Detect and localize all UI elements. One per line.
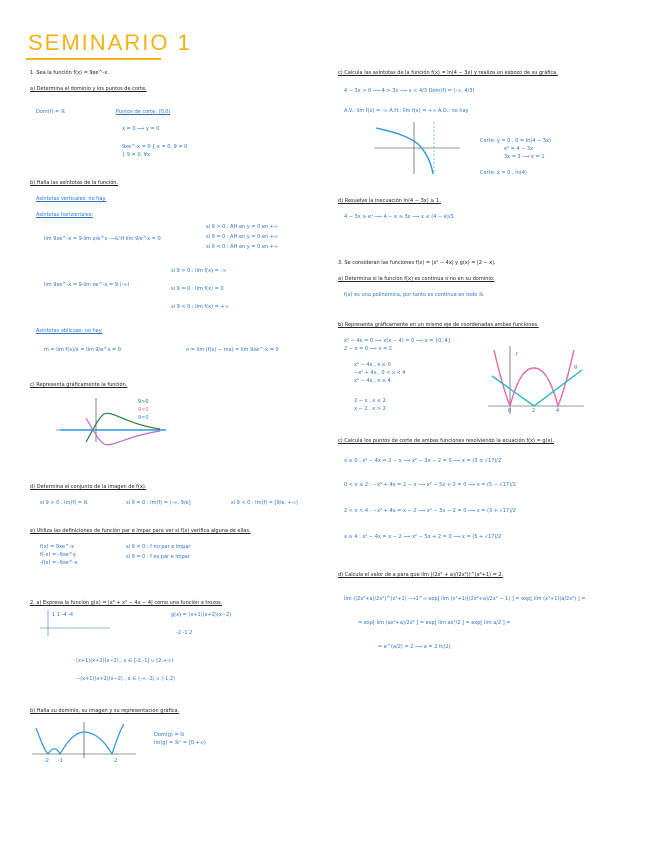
piece-1: (x+1)(x+2)(x−2) , x ∈ [-2,-1] ∪ [2,+∞) — [76, 658, 174, 664]
log-domain: 4 − 3x > 0 ⟹ 4 > 3x ⟹ x < 4/3 Dom(f) = (-∞, 4/3) — [344, 88, 475, 94]
intersection-case-4: x ≥ 4 : x² − 4x = x − 2 ⟹ x² − 5x + 2 = 0 ⟹ x = (5 + √17)/2 — [344, 534, 502, 540]
piece-2: −(x+1)(x+2)(x−2) , x ∈ (-∞,-2) ∪ (-1,2) — [76, 676, 176, 682]
domain-result: Dom(f) = ℝ — [36, 109, 65, 115]
parity-line-2: f(-x) = -9xe^x — [40, 552, 76, 558]
problem-3c-statement: c) Calcula los puntos de corte de ambas funciones resolviendo la ecuación f(x) = g(x). — [338, 438, 554, 444]
horizontal-case-3: si 9 < 0 : AH en y = 0 en +∞ — [206, 244, 279, 250]
factorized-form: g(x) = (x+1)(x+2)(x−2) — [171, 612, 232, 618]
vertical-asymptotes: Asíntotas verticales: no hay. — [36, 196, 107, 202]
graph-2b — [32, 722, 142, 762]
problem-2a-statement: 2. a) Expresa la función g(x) = |x³ + x² − 4x − 4| como una función a trozos. — [30, 600, 223, 606]
problem-3d-statement: d) Calcula el valor de a para que lím ((2x² + a)/(2x²))^(x⁴+1) = 2. — [338, 572, 504, 578]
oblique-slope: m = lím f(x)/x = lím 9/e^x = 0 — [44, 347, 121, 353]
ruffini-coefficients: 1 1 -4 -4 — [52, 612, 74, 618]
roots-g: 2 − x = 0 ⟹ x = 2 — [344, 346, 392, 352]
page-title: SEMINARIO 1 — [28, 30, 192, 55]
problem-1e-statement: e) Utiliza las definiciones de función par e impar para ver si f(x) verifica alguna de ellas. — [30, 528, 251, 534]
cut-line-2: 9xe^-x = 0 { x = 0, 9 ≠ 0 — [122, 144, 188, 150]
problem-1-statement: 1. Sea la función f(x) = 9xe^-x. — [30, 70, 109, 76]
graph-log-curve — [376, 128, 433, 174]
continuity-result: f(x) es una polinómica, por tanto es continua en todo ℝ. — [344, 292, 485, 298]
g-piece-1: 2 − x , x ≤ 2 — [354, 398, 386, 404]
g-piece-2: x − 2 , x > 2 — [354, 406, 386, 412]
parity-line-1: f(x) = 9xe^-x — [40, 544, 75, 550]
sign-roots: -2 -1 2 — [176, 630, 193, 636]
graph-3b-label-g: g — [574, 364, 578, 370]
legend-zero: 9=0 — [138, 415, 149, 421]
image-case-1: si 9 > 0 : Im(f) = ℝ — [40, 500, 88, 506]
legend-positive: 9>0 — [138, 399, 149, 405]
limit-step-3: = e^(a/2) = 2 ⟹ a = 2 ln(2) — [378, 644, 451, 650]
horizontal-case-2: si 9 = 0 : AH en y = 0 en +∞ — [206, 234, 279, 240]
log-cut-1: Corte: y = 0 , 0 = ln(4 − 3x) — [480, 138, 551, 144]
title-underline — [26, 58, 161, 60]
graph-3b-tick-0: 0 — [508, 408, 512, 414]
image-case-3: si 9 < 0 : Im(f) = [9/e, +∞) — [231, 500, 298, 506]
limit-step-2: = exp[ lím (ax⁴+a)/2x² ] = exp[ lím ax²/2 ] = exp[ lím a/2 ] = — [358, 620, 511, 626]
horizontal-case-4: si 9 > 0 : lím f(x) = -∞ — [171, 268, 227, 274]
graph-3b-tick-2: 2 — [532, 408, 536, 414]
graph-3b — [488, 346, 588, 416]
problem-3b-statement: b) Representa gráficamente en un mismo eje de coordenadas ambas funciones. — [338, 322, 539, 328]
graph-2b-tick-2: -1 — [58, 758, 63, 764]
image-case-2: si 9 = 0 : Im(f) = (-∞, 9/e] — [126, 500, 191, 506]
log-cut-4: Corte: x = 0 , ln(4) — [480, 170, 527, 176]
cut-points-title: Puntos de corte: (0,0) — [116, 109, 171, 115]
domain-g: Dom(g) = ℝ — [154, 732, 185, 738]
graph-3b-f-curve — [494, 350, 574, 406]
graph-3b-label-f: f — [516, 352, 518, 358]
legend-negative: 9<0 — [138, 407, 149, 413]
problem-1f-statement: c) Calcula las asíntotas de la función f(x) = ln(4 − 3x) y realiza un esbozo de su gráfica. — [338, 70, 558, 76]
parity-result-2: si 9 = 0 : f es par e impar — [126, 554, 190, 560]
intersection-case-1: x ≤ 0 : x² − 4x = 2 − x ⟹ x² − 3x − 2 = 0 ⟹ x = (3 ± √17)/2 — [344, 458, 502, 464]
horizontal-case-6: si 9 < 0 : lím f(x) = +∞ — [171, 304, 229, 310]
inequation-solution: 4 − 3x ≥ e¹ ⟹ 4 − e ≥ 3x ⟹ x ≤ (4 − e)/3 — [344, 214, 454, 220]
horizontal-asymptotes: Asíntotas horizontales: — [36, 212, 94, 218]
graph-3b-g-curve — [492, 370, 582, 406]
horizontal-case-1: si 9 > 0 : AH en y = 0 en +∞ — [206, 224, 279, 230]
problem-2b-statement: b) Halla su dominio, su imagen y su representación gráfica. — [30, 708, 180, 714]
image-g: Im(g) = ℝ⁺ = [0,+∞) — [154, 740, 206, 746]
parity-line-3: -f(x) = -9xe^-x — [40, 560, 78, 566]
problem-1a-statement: a) Determina el dominio y los puntos de corte. — [30, 86, 147, 92]
problem-3-statement: 3. Se consideran las funciones f(x) = |x² − 4x| y g(x) = |2 − x|. — [338, 260, 496, 266]
f-piece-1: x² − 4x , x ≤ 0 — [354, 362, 391, 368]
roots-f: x² − 4x = 0 ⟹ x(x − 4) = 0 ⟹ x = {0, 4} — [344, 338, 451, 344]
f-piece-3: x² − 4x , x ≥ 4 — [354, 378, 391, 384]
graph-2b-tick-3: 2 — [114, 758, 118, 764]
log-asymptotes: A.V.: lím f(x) = -∞ A.H.: lím f(x) = +∞ A.O.: no hay — [344, 108, 469, 114]
f-piece-2: −x² + 4x , 0 < x < 4 — [354, 370, 406, 376]
graph-2b-tick-1: -2 — [44, 758, 49, 764]
limit-step-1: lím ((2x²+a)/2x²)^(x⁴+1) ⟶1^∞ exp[ lím (x⁴+1)((2x²+a)/2x² − 1) ] = exp[ lím (x⁴+1)(a/2x²) ] = — [344, 596, 586, 602]
cut-line-1: x = 0 ⟹ y = 0 — [122, 126, 160, 132]
problem-3a-statement: a) Determina si la función f(x) es continua o no en su dominio. — [338, 276, 495, 282]
intersection-case-2: 0 < x ≤ 2 : −x² + 4x = 2 − x ⟹ x² − 5x + 2 = 0 ⟹ x = (5 − √17)/2 — [344, 482, 516, 488]
problem-1g-statement: d) Resuelve la inecuación ln(4 − 3x) ≥ 1. — [338, 198, 441, 204]
log-cut-2: e⁰ = 4 − 3x — [504, 146, 534, 152]
graph-2b-curve — [36, 724, 124, 754]
horizontal-limit-1: lím 9xe^-x = 9·lím x/e^x ⟶L'H lím 9/e^x = 0 — [44, 236, 161, 242]
intersection-case-3: 2 < x < 4 : −x² + 4x = x − 2 ⟹ x² − 3x − 2 = 0 ⟹ x = (3 + √17)/2 — [344, 508, 516, 514]
horizontal-case-5: si 9 = 0 : lím f(x) = 0 — [171, 286, 224, 292]
parity-result-1: si 9 ≠ 0 : f no par e impar — [126, 544, 191, 550]
graph-1c-curve-positive — [86, 413, 160, 442]
graph-1c — [56, 394, 176, 444]
graph-3b-tick-4: 4 — [556, 408, 560, 414]
oblique-intercept: n = lím (f(x) − mx) = lím 9xe^-x = 0 — [186, 347, 279, 353]
graph-log — [374, 122, 464, 174]
cut-line-3: { 9 ≠ 0, ∀x — [122, 152, 151, 158]
problem-1d-statement: d) Determina el conjunto de la imagen de f(x). — [30, 484, 147, 490]
problem-1b-statement: b) Halla las asíntotas de la función. — [30, 180, 119, 186]
problem-1c-statement: c) Representa gráficamente la función. — [30, 382, 128, 388]
horizontal-limit-2: lím 9xe^-x = 9·lím xe^-x = 9·(-∞) — [44, 282, 130, 288]
oblique-asymptotes: Asíntotas oblicuas: no hay. — [36, 328, 103, 334]
log-cut-3: 3x = 3 ⟹ x = 1 — [504, 154, 545, 160]
